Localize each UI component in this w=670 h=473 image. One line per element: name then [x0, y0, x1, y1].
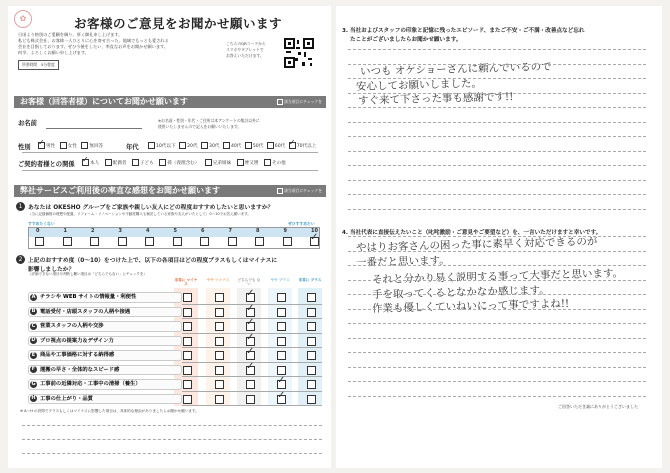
criterion-row-D — [28, 336, 182, 347]
grid-col-header: やや マイナス — [206, 278, 230, 282]
privacy-note: ※お名前・性別・年代・ご住所は本アンケートの集計以外に — [158, 118, 260, 123]
option-label: 孫（義理含む） — [167, 161, 200, 166]
answer-line[interactable] — [348, 209, 646, 210]
q2-sub: （評価できない項目や判断し難い項目は「どちらでもない」にチェックを） — [28, 272, 147, 276]
option-label: 男性 — [46, 144, 56, 149]
relation-options[interactable] — [82, 159, 286, 166]
criterion-label: 電話受付・店頭スタッフの人柄や接遇 — [40, 308, 131, 315]
scale-left: すすめたくない — [28, 221, 55, 226]
checkbox-self[interactable] — [82, 159, 89, 166]
intro-line: 何卒、よろしくお願い申し上げます。 — [18, 50, 89, 55]
section-label: 弊社サービスご利用後の率直な感想をお聞かせ願います — [20, 186, 220, 195]
scale-number-5: 5 — [173, 228, 177, 234]
answer-line[interactable] — [348, 180, 646, 181]
answer-line[interactable] — [348, 294, 646, 295]
rating-checkbox-G-4[interactable] — [307, 380, 316, 389]
handwritten-answer: 手を取ってくるとなかなか感じます。 — [371, 284, 550, 301]
rating-checkbox-F-0[interactable] — [183, 366, 192, 375]
option-label: 配偶者 — [112, 161, 127, 166]
rating-checkbox-C-0[interactable] — [183, 322, 192, 331]
scale-number-7: 7 — [228, 228, 232, 234]
relation-label: ご契約者様との関係 — [18, 161, 75, 168]
q2-number: 2 — [16, 255, 25, 264]
answer-line[interactable] — [348, 396, 646, 397]
option-label: その他 — [271, 161, 286, 166]
rating-checkbox-H-3[interactable] — [277, 395, 286, 404]
gender-label: 性別 — [18, 144, 31, 151]
criterion-label: 営業スタッフの人柄や交渉 — [40, 323, 104, 329]
scale-checkbox-9[interactable] — [283, 237, 292, 246]
scale-checkbox-7[interactable] — [228, 237, 237, 246]
option-label: 30代 — [209, 144, 220, 149]
option-label: 50代 — [252, 144, 264, 149]
q3-text2: たことがございましたらお聞かせ願います。 — [350, 37, 462, 43]
scale-checkbox-4[interactable] — [145, 237, 154, 246]
criterion-label: 工事前の近隣対応・工事中の清掃（養生） — [40, 381, 141, 387]
criterion-label: 運搬の早さ・全体的なスピード感 — [40, 366, 120, 373]
rating-checkbox-G-2[interactable] — [246, 380, 255, 389]
rating-checkbox-A-3[interactable] — [277, 293, 286, 302]
checkbox-age[interactable] — [179, 142, 186, 149]
rating-checkbox-A-2[interactable] — [246, 293, 255, 302]
qr-note: お答えいただけます。 — [226, 53, 264, 58]
age-options[interactable] — [148, 142, 316, 149]
criterion-row-F — [28, 365, 182, 376]
handwritten-answer: 一番だと思います。 — [355, 254, 450, 269]
scale-checkbox-6[interactable] — [200, 237, 209, 246]
rating-checkbox-C-1[interactable] — [215, 322, 224, 331]
scale-checkbox-1[interactable] — [63, 237, 72, 246]
scale-number-1: 1 — [63, 228, 67, 234]
rating-checkbox-C-4[interactable] — [307, 322, 316, 331]
handwritten-answer: いつも オケショーさんに頼んでいるので — [359, 60, 552, 78]
scale-checkbox-2[interactable] — [90, 237, 99, 246]
criterion-row-C — [28, 321, 182, 332]
option-label: 20代 — [187, 144, 198, 149]
rating-checkbox-G-1[interactable] — [215, 380, 224, 389]
check-hint — [277, 188, 322, 194]
rating-checkbox-E-2[interactable] — [246, 351, 255, 360]
option-label: 姪又甥 — [244, 161, 259, 166]
grid-col-header: 非常に マイナス — [174, 278, 198, 287]
answer-line[interactable] — [348, 280, 646, 281]
rating-checkbox-B-2[interactable] — [246, 308, 255, 317]
q3-number: 3. — [342, 28, 349, 34]
page-title: お客様のご意見をお聞かせ願います — [74, 16, 283, 31]
checkbox-age[interactable] — [223, 142, 230, 149]
answer-line[interactable] — [348, 236, 646, 237]
criterion-row-G — [28, 379, 182, 390]
q3-text — [342, 26, 584, 34]
criterion-key: D — [31, 337, 36, 343]
rating-checkbox-D-1[interactable] — [215, 337, 224, 346]
criterion-label: 商品や工事価格に対する納得感 — [40, 352, 115, 358]
answer-line[interactable] — [348, 107, 646, 108]
q2-text2: 影響しましたか？ — [28, 267, 75, 273]
answer-line[interactable] — [348, 323, 646, 324]
q4-number: 4. — [342, 230, 349, 236]
option-label: 10代以下 — [156, 144, 176, 149]
q1-sub: （当に記録価格の理想や配慮、リフォーム・リノベーションや不動産購入も検討している家族や友人がいたとして）0〜10でお答え願います。 — [28, 212, 251, 216]
row-divider — [182, 405, 322, 406]
checkbox-female[interactable] — [60, 142, 67, 149]
name-label: お名前 — [18, 120, 37, 127]
scale-right: ぜひすすめたい — [288, 221, 315, 226]
rating-checkbox-D-3[interactable] — [277, 337, 286, 346]
criterion-row-A — [28, 292, 182, 303]
criterion-label: チラシや WEB サイトの情報量・利便性 — [40, 294, 137, 300]
answer-line[interactable] — [348, 122, 646, 123]
answer-line[interactable] — [348, 136, 646, 137]
option-label: 無回答 — [89, 144, 104, 149]
scale-number-10: 10 — [311, 228, 318, 234]
grid-col-header: やや プラス — [270, 278, 290, 282]
q4-label: 当社代表に直接伝えたいこと（叱咤激励・ご意見やご要望など）を、一言いただけますと幸いです。 — [349, 230, 602, 236]
checkbox-relation[interactable] — [132, 159, 139, 166]
rating-checkbox-H-0[interactable] — [183, 395, 192, 404]
row-divider — [182, 376, 322, 377]
rating-checkbox-F-1[interactable] — [215, 366, 224, 375]
divider — [22, 152, 318, 153]
answer-line[interactable] — [348, 49, 646, 50]
check-hint-text: 該当項目にチェックを — [284, 99, 322, 104]
time-note: 所要時間 5分程度 — [18, 60, 59, 70]
checkbox-relation[interactable] — [205, 159, 212, 166]
answer-line[interactable] — [348, 309, 646, 310]
rating-checkbox-H-2[interactable] — [246, 395, 255, 404]
handwritten-answer: 作業も優しくていねいにって事ですよね!! — [371, 297, 570, 315]
qr-code-icon[interactable] — [284, 38, 314, 68]
scale-number-2: 2 — [91, 228, 95, 234]
criterion-key: B — [31, 308, 36, 314]
rating-checkbox-H-4[interactable] — [307, 395, 316, 404]
criterion-key: H — [31, 395, 36, 401]
q2-text: 上記のおすすめ度（0〜10）をつけた上で、以下の各項目はどの程度プラスもしくはマイナスに — [28, 258, 278, 264]
rating-checkbox-D-0[interactable] — [183, 337, 192, 346]
criterion-label: 工事の仕上がり・品質 — [40, 395, 93, 402]
answer-line[interactable] — [348, 93, 646, 94]
answer-line[interactable] — [348, 367, 646, 368]
qr-note: こちらのQRコードから — [226, 41, 266, 46]
rating-checkbox-E-0[interactable] — [183, 351, 192, 360]
row-divider — [182, 391, 322, 392]
criterion-key: G — [31, 380, 36, 387]
checkbox-no-answer[interactable] — [81, 142, 88, 149]
rating-checkbox-F-4[interactable] — [307, 366, 316, 375]
answer-line — [22, 453, 322, 454]
scale-checkbox-3[interactable] — [118, 237, 127, 246]
gender-options[interactable] — [38, 142, 103, 149]
answer-line[interactable] — [348, 165, 646, 166]
rating-checkbox-D-4[interactable] — [307, 337, 316, 346]
rating-checkbox-A-1[interactable] — [215, 293, 224, 302]
scale-checkbox-5[interactable] — [173, 237, 182, 246]
checkbox-relation[interactable] — [105, 159, 112, 166]
rating-checkbox-A-0[interactable] — [183, 293, 192, 302]
criterion-row-H — [28, 394, 182, 405]
intro-line: 私ども株式会社、お客様一人ひとりに心を寄せ合った、地域でもっとも愛される — [18, 38, 169, 43]
answer-line[interactable] — [348, 352, 646, 353]
rating-checkbox-G-0[interactable] — [183, 380, 192, 389]
intro-line: 会社を目指しております。ぜひ今後をしたい、率直なお声をお聞かせ願います。 — [18, 44, 169, 49]
q2-footnote: ※ A〜H の設問でプラスもしくはマイナスに影響した項目は、具体的な理由がありましたらお聞かせ願います。 — [20, 409, 199, 413]
age-label: 年代 — [126, 144, 139, 151]
scale-number-4: 4 — [146, 228, 150, 234]
divider — [22, 170, 318, 171]
checkbox-relation[interactable] — [159, 159, 166, 166]
thanks-note: ご回答いただき誠にありがとうございました — [558, 404, 638, 409]
handwritten-answer: それと分かり易く説明する事って大事だと思います。 — [371, 267, 624, 286]
answer-line — [22, 439, 322, 440]
logo-seal: ✿ — [14, 10, 32, 28]
checkbox-age-70[interactable] — [289, 142, 296, 149]
criterion-label: プロ視点の提案力＆デザイン力 — [40, 337, 114, 344]
section-header-impressions — [14, 185, 326, 197]
rating-checkbox-G-3[interactable] — [277, 380, 286, 389]
grid-col-header: どちらでも ない — [237, 278, 261, 287]
checkbox-age[interactable] — [245, 142, 252, 149]
criterion-key: F — [31, 366, 36, 372]
rating-checkbox-E-4[interactable] — [307, 351, 316, 360]
option-label: 子ども — [139, 161, 154, 166]
answer-line[interactable] — [348, 338, 646, 339]
option-label: 70代以上 — [296, 144, 317, 149]
scale-number-0: 0 — [36, 228, 40, 234]
section-label: お客様（回答者様）についてお聞かせ願います — [20, 97, 188, 106]
check-hint — [277, 99, 322, 105]
checkbox-relation[interactable] — [237, 159, 244, 166]
privacy-note: 使用いたしませんので記入をお願いいたします。 — [158, 124, 242, 129]
answer-line[interactable] — [348, 78, 646, 79]
criterion-key: C — [31, 322, 36, 329]
left-sheet — [8, 6, 331, 468]
answer-line[interactable] — [348, 381, 646, 382]
q1-text: あなたは OKESHO グループをご家族や親しい友人にどの程度おすすめしたいと思いますか？ — [28, 205, 274, 211]
rating-checkbox-A-4[interactable] — [307, 293, 316, 302]
answer-line[interactable] — [348, 194, 646, 195]
q1-number: 1 — [16, 202, 25, 211]
handwritten-answer: やはりお客さんの困った事に素早く対応できるのが — [355, 235, 598, 254]
intro-line: 日頃より格別のご愛顧を賜り、厚く御礼申し上げます。 — [18, 32, 123, 37]
answer-line[interactable] — [348, 251, 646, 252]
criterion-row-E — [28, 350, 182, 361]
handwritten-answer: 安心してお願いしました。 — [355, 77, 483, 93]
rating-checkbox-C-2[interactable] — [246, 322, 255, 331]
criterion-row-B — [28, 307, 182, 318]
scale-number-6: 6 — [201, 228, 205, 234]
criterion-key: E — [31, 351, 36, 358]
answer-line[interactable] — [348, 151, 646, 152]
rating-checkbox-B-1[interactable] — [215, 308, 224, 317]
section-header-customer — [14, 96, 326, 108]
scale-number-9: 9 — [283, 228, 287, 234]
checkbox-age[interactable] — [201, 142, 208, 149]
grid-col-header: 非常に プラス — [298, 278, 322, 282]
handwritten-answer: すぐ来て下さった事も感謝です!! — [357, 90, 514, 107]
name-field[interactable] — [46, 128, 142, 129]
rating-checkbox-B-4[interactable] — [307, 308, 316, 317]
rating-checkbox-C-3[interactable] — [277, 322, 286, 331]
option-label: 40代 — [230, 144, 242, 149]
scale-number-3: 3 — [118, 228, 122, 234]
check-hint-text: 該当項目にチェックを — [284, 188, 322, 193]
rating-checkbox-H-1[interactable] — [215, 395, 224, 404]
scale-checkbox-8[interactable] — [255, 237, 264, 246]
criterion-key: A — [31, 293, 36, 300]
answer-line[interactable] — [348, 265, 646, 266]
checkbox-relation[interactable] — [264, 159, 271, 166]
rating-checkbox-D-2[interactable] — [246, 337, 255, 346]
rating-checkbox-E-1[interactable] — [215, 351, 224, 360]
right-sheet — [336, 6, 662, 468]
option-label: 本人 — [90, 161, 100, 166]
q3-label: 当社およびスタッフの印象と記憶に残ったエピソード、またご不安・ご不満・改善点など忘れ — [349, 28, 585, 34]
answer-line — [22, 425, 322, 426]
checkbox-age[interactable] — [267, 142, 274, 149]
option-label: 60代 — [274, 144, 286, 149]
rating-checkbox-B-0[interactable] — [183, 308, 192, 317]
checkbox-age[interactable] — [148, 142, 155, 149]
scale-number-8: 8 — [256, 228, 260, 234]
rating-checkbox-B-3[interactable] — [277, 308, 286, 317]
rating-checkbox-F-2[interactable] — [246, 366, 255, 375]
rating-checkbox-E-3[interactable] — [277, 351, 286, 360]
scale-checkbox-0[interactable] — [35, 237, 44, 246]
option-label: 兄弟姉妹 — [212, 161, 232, 166]
answer-line[interactable] — [348, 64, 646, 65]
rating-checkbox-F-3[interactable] — [277, 366, 286, 375]
option-label: 女性 — [67, 144, 77, 149]
qr-note: スマホやタブレットで — [226, 47, 264, 52]
scale-checkbox-10[interactable] — [310, 237, 319, 246]
checkbox-male[interactable] — [38, 142, 45, 149]
